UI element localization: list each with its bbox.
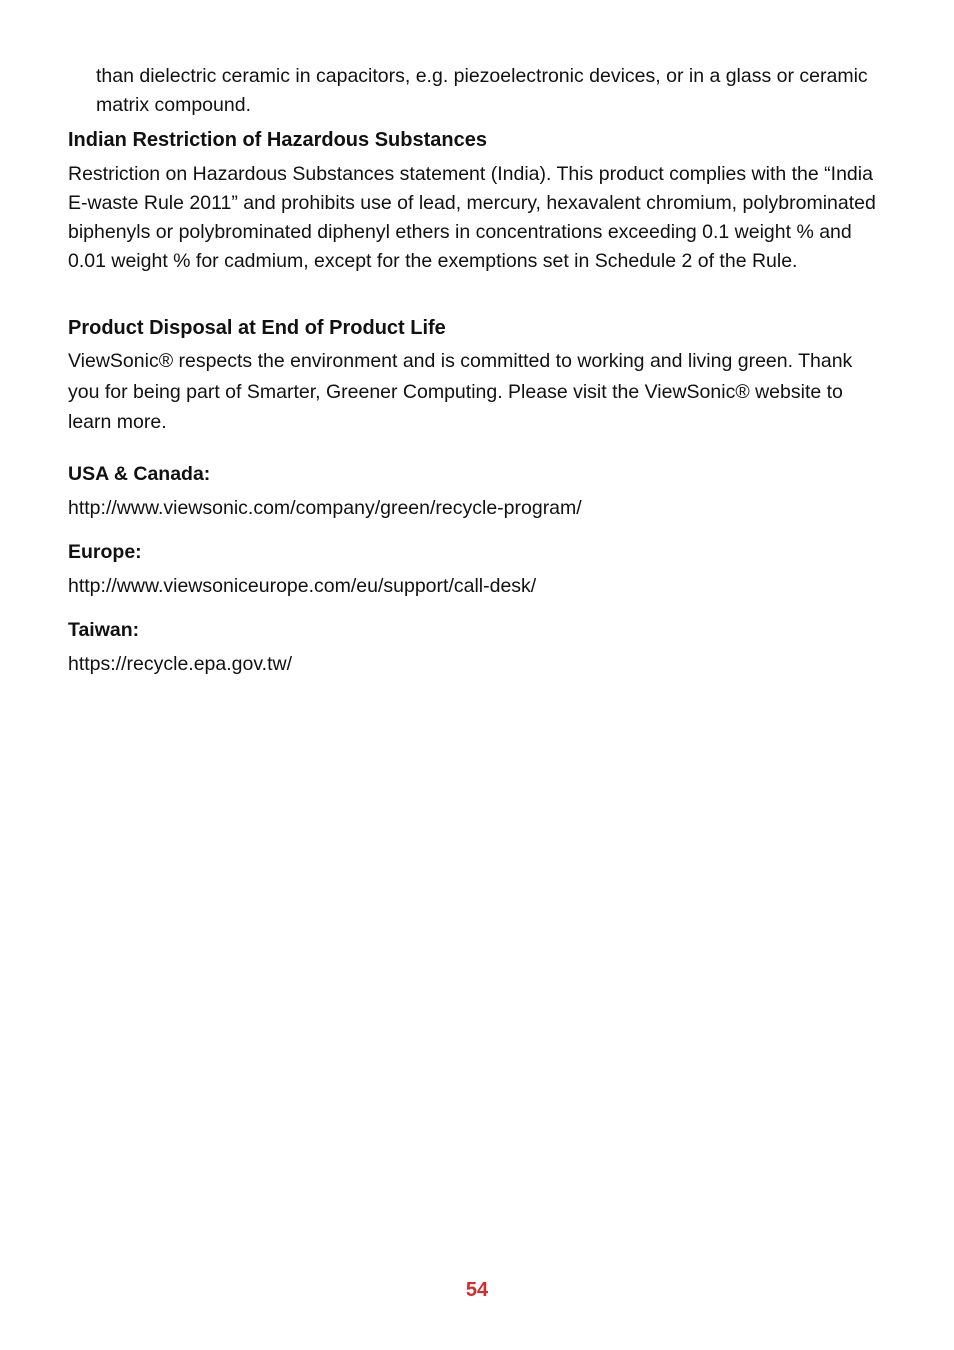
page-number: 54 [465, 1279, 489, 1301]
disposal-section [68, 314, 888, 438]
disposal-heading: Product Disposal at End of Product Life [68, 317, 446, 339]
recycle-link-taiwan[interactable]: https://recycle.epa.gov.tw/ [68, 652, 292, 675]
region-europe [68, 538, 888, 601]
region-usa-canada [68, 460, 888, 523]
region-taiwan [68, 616, 888, 679]
disposal-body: ViewSonic® respects the environment and is committed to working and living green. Thank you for being part of Smarter, Greener Computing. Please visit the ViewSonic® website to learn more. [68, 350, 853, 433]
recycle-link-europe[interactable]: http://www.viewsoniceurope.com/eu/support/call-desk/ [68, 574, 537, 597]
region-label: Europe: [68, 540, 142, 563]
recycle-link-usa-canada[interactable]: http://www.viewsonic.com/company/green/recycle-program/ [68, 496, 582, 519]
continuation-paragraph: than dielectric ceramic in capacitors, e.g. piezoelectronic devices, or in a glass or ceramic matrix compound. [96, 65, 868, 116]
document-page [68, 62, 888, 679]
region-label: USA & Canada: [68, 462, 211, 485]
region-label: Taiwan: [68, 618, 140, 641]
india-rohs-heading: Indian Restriction of Hazardous Substances [68, 129, 487, 151]
india-rohs-section [68, 126, 888, 276]
india-rohs-body: Restriction on Hazardous Substances statement (India). This product complies with the “India E-waste Rule 2011” and prohibits use of lead, mercury, hexavalent chromium, polybrominated biphenyls or polybrominated diphenyl ethers in concentrations exceeding 0.1 weight % and 0.01 weight % for cadmium, except for the exemptions set in Schedule 2 of the Rule. [68, 163, 876, 272]
